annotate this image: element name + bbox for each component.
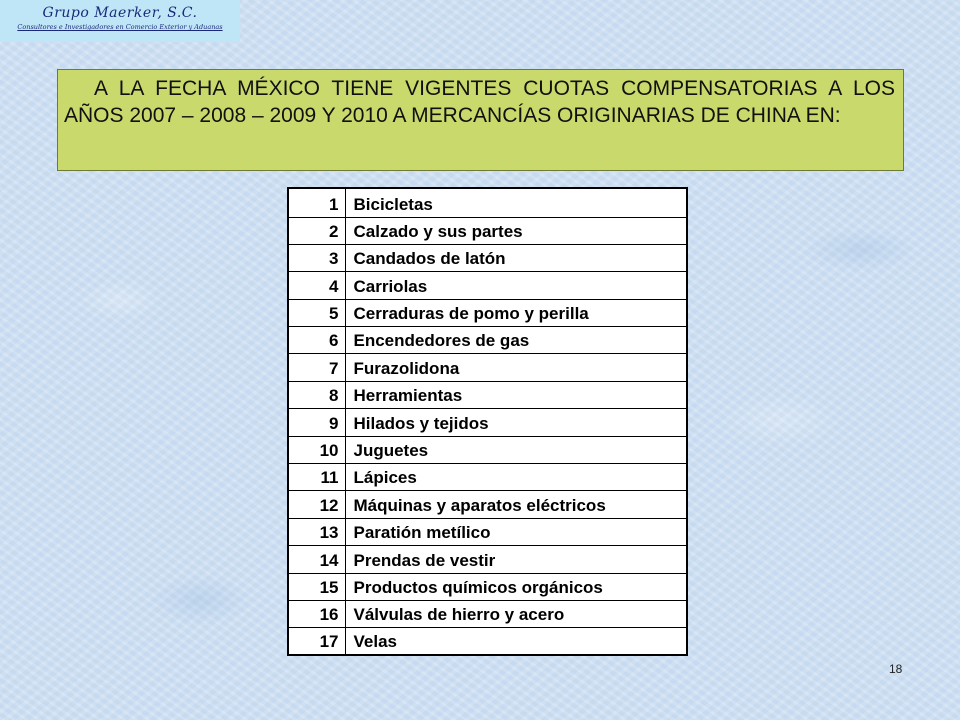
table-row [288,600,687,627]
item-number: 6 [288,327,345,354]
item-name: Hilados y tejidos [345,409,687,436]
item-number: 11 [288,464,345,491]
item-number: 14 [288,546,345,573]
table-row [288,409,687,436]
table-row [288,546,687,573]
table-row [288,299,687,326]
item-name: Velas [345,628,687,655]
company-logo [0,0,240,42]
item-number: 12 [288,491,345,518]
table-row [288,518,687,545]
item-number: 1 [288,188,345,217]
table-row [288,436,687,463]
table-row [288,381,687,408]
page-number: 18 [889,662,903,676]
item-number: 17 [288,628,345,655]
item-name: Calzado y sus partes [345,217,687,244]
merchandise-table-container [287,187,688,656]
item-number: 4 [288,272,345,299]
item-name: Cerraduras de pomo y perilla [345,299,687,326]
item-name: Herramientas [345,381,687,408]
table-row [288,491,687,518]
logo-tagline: Consultores e Investigadores en Comercio Exterior y Aduanas [17,23,223,31]
item-name: Bicicletas [345,188,687,217]
item-number: 10 [288,436,345,463]
item-number: 7 [288,354,345,381]
table-row [288,628,687,655]
item-name: Lápices [345,464,687,491]
logo-company-name: Grupo Maerker, S.C. [42,5,198,21]
item-name: Carriolas [345,272,687,299]
item-name: Válvulas de hierro y acero [345,600,687,627]
item-name: Encendedores de gas [345,327,687,354]
table-row [288,188,687,217]
headline-text: A LA FECHA MÉXICO TIENE VIGENTES CUOTAS COMPENSATORIAS A LOS AÑOS 2007 – 2008 – 2009 Y 2010 A MERCANCÍAS ORIGINARIAS DE CHINA EN: [64,77,895,127]
table-row [288,244,687,271]
item-name: Productos químicos orgánicos [345,573,687,600]
merchandise-table [287,187,688,656]
table-row [288,354,687,381]
item-number: 5 [288,299,345,326]
item-number: 8 [288,381,345,408]
table-row [288,573,687,600]
item-number: 15 [288,573,345,600]
item-number: 16 [288,600,345,627]
table-row [288,217,687,244]
table-row [288,272,687,299]
item-number: 13 [288,518,345,545]
headline-box [57,69,904,171]
table-row [288,327,687,354]
item-name: Candados de latón [345,244,687,271]
item-name: Máquinas y aparatos eléctricos [345,491,687,518]
merchandise-table-body [288,188,687,655]
item-number: 2 [288,217,345,244]
item-number: 9 [288,409,345,436]
item-number: 3 [288,244,345,271]
item-name: Prendas de vestir [345,546,687,573]
item-name: Juguetes [345,436,687,463]
item-name: Furazolidona [345,354,687,381]
item-name: Paratión metílico [345,518,687,545]
table-row [288,464,687,491]
